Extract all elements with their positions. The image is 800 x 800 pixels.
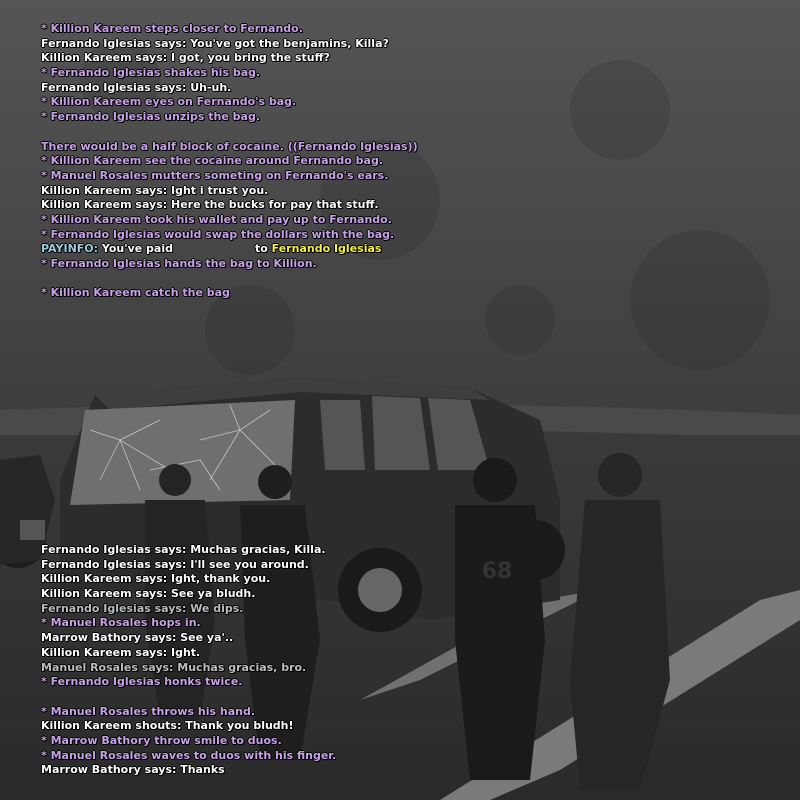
chat-line: * Manuel Rosales hops in.: [41, 616, 201, 630]
chat-line: * Fernando Iglesias shakes his bag.: [41, 66, 261, 80]
jersey-number: 68: [481, 559, 513, 584]
chat-line: [41, 125, 418, 140]
chat-log-top: [41, 22, 418, 301]
chat-line: Killion Kareem says: Ight, thank you.: [41, 572, 271, 586]
payinfo-label: PAYINFO:: [41, 242, 99, 256]
chat-line: Killion Kareem shouts: Thank you bludh!: [41, 719, 294, 733]
chat-line: Manuel Rosales says: Muchas gracias, bro.: [41, 660, 307, 674]
chat-line: Killion Kareem says: Here the bucks for pay that stuff.: [41, 198, 379, 212]
chat-line: * Marrow Bathory throw smile to duos.: [41, 733, 282, 747]
chat-line: * Fernando Iglesias unzips the bag.: [41, 110, 261, 124]
chat-line: Fernando Iglesias says: I'll see you around.: [41, 557, 309, 571]
chat-line: Killion Kareem says: I got, you bring the stuff?: [41, 51, 330, 65]
chat-line: Fernando Iglesias says: We dips.: [41, 601, 244, 615]
chat-line: * Killion Kareem see the cocaine around Fernando bag.: [41, 154, 383, 168]
chat-line: Killion Kareem says: See ya bludh.: [41, 587, 256, 601]
payinfo-text: You've paid: [98, 242, 173, 256]
chat-line: There would be a half block of cocaine. ((Fernando Iglesias)): [41, 139, 418, 153]
chat-line: [41, 272, 418, 287]
payinfo-recipient: Fernando Iglesias: [267, 242, 382, 256]
chat-line: * Killion Kareem catch the bag: [41, 286, 230, 300]
chat-line: * Manuel Rosales mutters someting on Fernando's ears.: [41, 168, 389, 182]
chat-line: * Fernando Iglesias hands the bag to Killion.: [41, 257, 317, 270]
chat-log-bottom: [41, 543, 336, 778]
chat-line: Fernando Iglesias says: Muchas gracias, Killa.: [41, 543, 326, 556]
chat-line: * Manuel Rosales waves to duos with his finger.: [41, 748, 337, 762]
chat-line: * Killion Kareem eyes on Fernando's bag.: [41, 95, 297, 109]
chat-line: Fernando Iglesias says: Uh-uh.: [41, 80, 232, 94]
character-silhouette: [455, 458, 545, 780]
chat-line: Marrow Bathory says: Thanks: [41, 763, 225, 777]
chat-line: [41, 690, 336, 705]
chat-line: * Killion Kareem steps closer to Fernando.: [41, 22, 303, 35]
chat-line: Marrow Bathory says: See ya'..: [41, 631, 234, 645]
payinfo-to: to: [255, 242, 268, 256]
chat-line: * Fernando Iglesias would swap the dollars with the bag.: [41, 227, 395, 241]
chat-line: * Fernando Iglesias honks twice.: [41, 675, 243, 689]
chat-line: Fernando Iglesias says: You've got the benjamins, Killa?: [41, 36, 389, 50]
chat-line: * Manuel Rosales throws his hand.: [41, 704, 256, 718]
chat-line: * Killion Kareem took his wallet and pay up to Fernando.: [41, 212, 392, 226]
chat-line: Killion Kareem says: Ight i trust you.: [41, 183, 269, 197]
chat-line: Killion Kareem says: Ight.: [41, 645, 201, 659]
side-window: [320, 400, 365, 470]
chat-line: [41, 242, 418, 257]
